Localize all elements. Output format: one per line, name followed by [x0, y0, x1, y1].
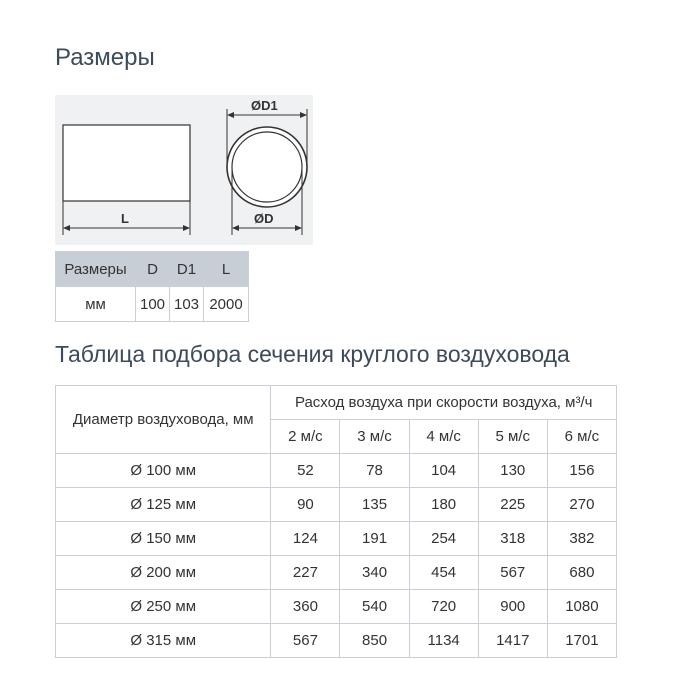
speed-header-cell: 6 м/с — [547, 420, 616, 454]
dimensions-table — [55, 251, 249, 322]
flow-value-cell: 1417 — [478, 624, 547, 658]
flow-value-cell: 382 — [547, 522, 616, 556]
selection-table-body — [56, 454, 617, 658]
duct-side-view — [63, 125, 190, 201]
diameter-cell: Ø 200 мм — [56, 556, 271, 590]
flow-value-cell: 567 — [271, 624, 340, 658]
selection-header-row — [56, 386, 617, 420]
flow-value-cell: 270 — [547, 488, 616, 522]
dimensions-header-row — [56, 252, 249, 287]
dimensions-header-cell: Размеры — [56, 252, 136, 287]
dimensions-header-cell: D1 — [170, 252, 204, 287]
diameter-header: Диаметр воздуховода, мм — [56, 386, 271, 454]
flow-value-cell: 720 — [409, 590, 478, 624]
flow-value-cell: 1134 — [409, 624, 478, 658]
flow-value-cell: 1701 — [547, 624, 616, 658]
dimensions-value-cell: 103 — [170, 287, 204, 322]
diameter-cell: Ø 125 мм — [56, 488, 271, 522]
table-row — [56, 624, 617, 658]
speed-header-cell: 2 м/с — [271, 420, 340, 454]
speed-header-cell: 4 м/с — [409, 420, 478, 454]
dimensions-header-cell: D — [136, 252, 170, 287]
flow-value-cell: 180 — [409, 488, 478, 522]
dimensions-value-row — [56, 287, 249, 322]
speed-header-cell: 5 м/с — [478, 420, 547, 454]
flow-value-cell: 52 — [271, 454, 340, 488]
diameter-cell: Ø 100 мм — [56, 454, 271, 488]
diameter-cell: Ø 150 мм — [56, 522, 271, 556]
flow-value-cell: 360 — [271, 590, 340, 624]
flow-value-cell: 318 — [478, 522, 547, 556]
flow-value-cell: 540 — [340, 590, 409, 624]
dimensions-value-cell: 2000 — [204, 287, 249, 322]
flow-header: Расход воздуха при скорости воздуха, м³/ч — [271, 386, 617, 420]
diameter-cell: Ø 250 мм — [56, 590, 271, 624]
inner-diameter-label: ØD — [254, 211, 274, 226]
flow-value-cell: 567 — [478, 556, 547, 590]
flow-value-cell: 254 — [409, 522, 478, 556]
table-row — [56, 454, 617, 488]
duct-inner-circle — [232, 132, 302, 202]
table-row — [56, 522, 617, 556]
duct-dimension-drawing — [55, 95, 313, 245]
sizes-title: Размеры — [55, 44, 155, 71]
flow-value-cell: 130 — [478, 454, 547, 488]
table-row — [56, 556, 617, 590]
length-label: L — [121, 211, 129, 226]
flow-value-cell: 680 — [547, 556, 616, 590]
flow-value-cell: 454 — [409, 556, 478, 590]
dimensions-value-cell: 100 — [136, 287, 170, 322]
dimensions-header-cell: L — [204, 252, 249, 287]
table-row — [56, 590, 617, 624]
flow-value-cell: 227 — [271, 556, 340, 590]
flow-value-cell: 900 — [478, 590, 547, 624]
speed-header-cell: 3 м/с — [340, 420, 409, 454]
outer-diameter-label: ØD1 — [251, 98, 278, 113]
duct-selection-table — [55, 385, 617, 658]
flow-value-cell: 850 — [340, 624, 409, 658]
flow-value-cell: 340 — [340, 556, 409, 590]
flow-value-cell: 156 — [547, 454, 616, 488]
flow-value-cell: 78 — [340, 454, 409, 488]
flow-value-cell: 225 — [478, 488, 547, 522]
flow-value-cell: 90 — [271, 488, 340, 522]
flow-value-cell: 124 — [271, 522, 340, 556]
flow-value-cell: 1080 — [547, 590, 616, 624]
diameter-cell: Ø 315 мм — [56, 624, 271, 658]
dimensions-unit-cell: мм — [56, 287, 136, 322]
flow-value-cell: 104 — [409, 454, 478, 488]
selection-title: Таблица подбора сечения круглого воздуховода — [55, 341, 570, 367]
table-row — [56, 488, 617, 522]
flow-value-cell: 135 — [340, 488, 409, 522]
flow-value-cell: 191 — [340, 522, 409, 556]
